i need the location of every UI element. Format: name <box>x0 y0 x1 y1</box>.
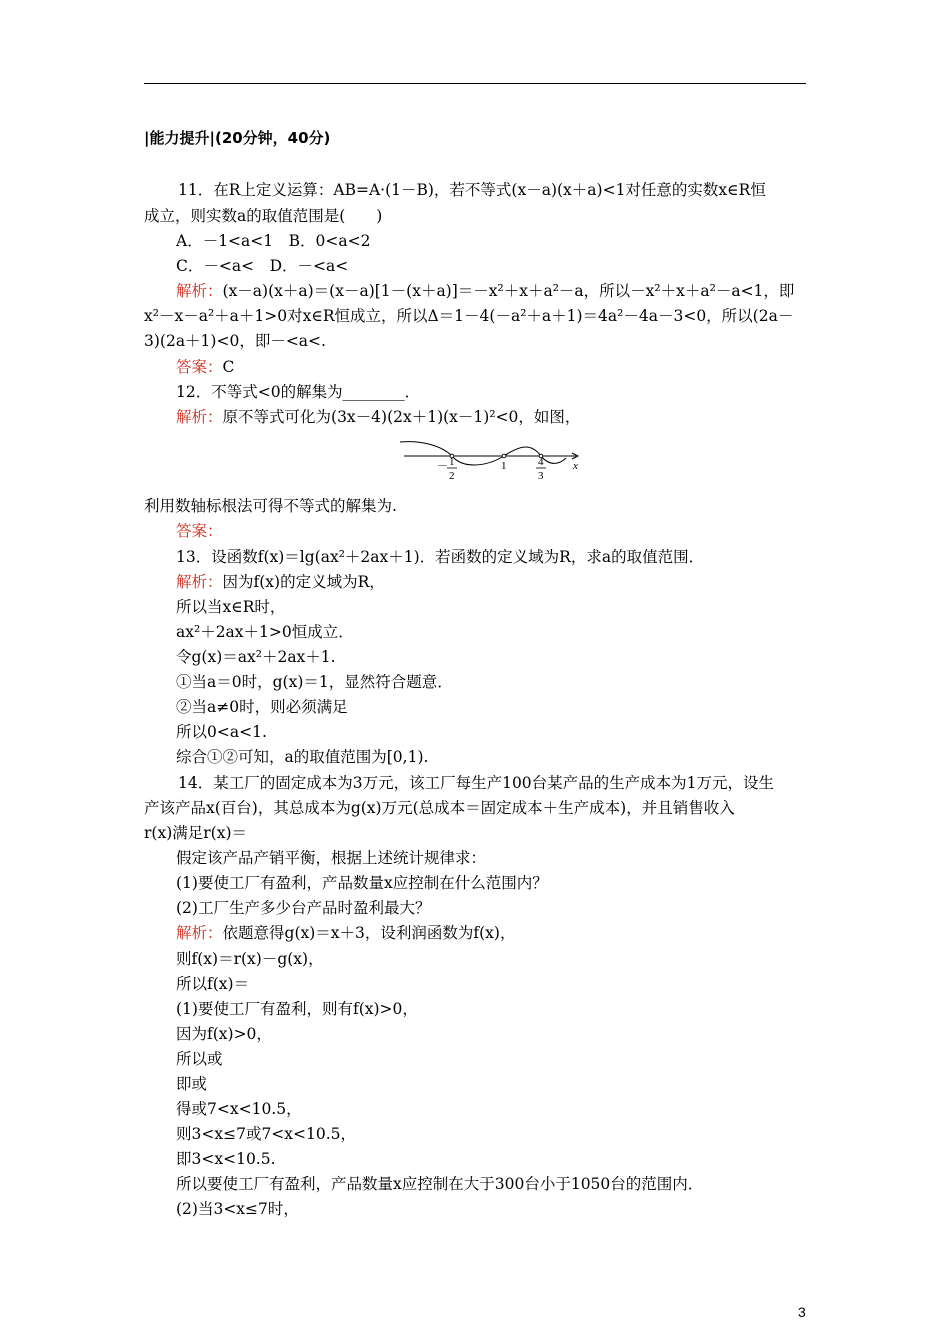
q14-analysis-line6: 所以或 <box>176 1050 223 1068</box>
q11-stem-line2: 成立，则实数a的取值范围是( ) <box>144 207 383 225</box>
q14-analysis-line8: 得或7<x<10.5， <box>176 1100 302 1118</box>
analysis-label: 解析： <box>176 924 223 942</box>
root-right-denominator: 3 <box>538 470 544 482</box>
q14-analysis-line2: 则f(x)＝r(x)－g(x)， <box>176 950 324 968</box>
q12-analysis-text1: 原不等式可化为(3x－4)(2x＋1)(x－1)²<0，如图， <box>222 408 581 426</box>
analysis-label: 解析： <box>176 573 223 591</box>
root-left-denominator: 2 <box>449 470 455 482</box>
answer-label: 答案： <box>176 522 223 540</box>
q13-analysis-line1 <box>176 572 385 592</box>
root-left-sign: － <box>437 460 448 472</box>
root-mid-label: 1 <box>501 460 507 472</box>
section-header: |能力提升|(20分钟，40分) <box>144 129 331 147</box>
root-marker-mid <box>502 454 506 458</box>
q14-stem-line1: 14．某工厂的固定成本为3万元，该工厂每生产100台某产品的生产成本为1万元，设生 <box>178 774 775 792</box>
q13-analysis-line5: ①当a＝0时，g(x)＝1，显然符合题意． <box>176 673 453 691</box>
q14-analysis-line10: 即3<x<10.5. <box>176 1150 276 1168</box>
q12-conclusion: 利用数轴标根法可得不等式的解集为. <box>144 497 397 515</box>
q14-analysis-line1 <box>176 923 515 943</box>
q14-analysis-line5: 因为f(x)>0， <box>176 1025 272 1043</box>
q14-analysis-line3: 所以f(x)＝ <box>176 975 250 993</box>
page-number: 3 <box>798 1304 806 1320</box>
q14-stem-line2: 产该产品x(百台)，其总成本为g(x)万元(总成本＝固定成本＋生产成本)，并且销售收入 <box>144 799 735 817</box>
analysis-label: 解析： <box>176 282 223 300</box>
q13-analysis-line2: 所以当x∈R时， <box>176 598 286 616</box>
q11-options-ab: A．－1<a<1 B．0<a<2 <box>176 232 371 250</box>
q12-stem: 12．不等式<0的解集为________． <box>176 383 421 401</box>
q14-sub1: (1)要使工厂有盈利，产品数量x应控制在什么范围内？ <box>176 874 548 892</box>
q14-analysis-line12: (2)当3<x≤7时， <box>176 1200 299 1218</box>
q11-answer-line <box>176 357 234 377</box>
q13-analysis-text1: 因为f(x)的定义域为R， <box>222 573 385 591</box>
header-rule <box>144 83 806 84</box>
q13-analysis-line3: ax²＋2ax＋1>0恒成立． <box>176 623 354 641</box>
q11-analysis-line1 <box>176 281 794 301</box>
q12-answer-line <box>176 521 223 541</box>
answer-label: 答案： <box>176 358 223 376</box>
q11-options-cd: C．－<a< D．－<a< <box>176 257 349 275</box>
q13-analysis-line8: 综合①②可知，a的取值范围为[0,1). <box>176 748 429 766</box>
q14-analysis-text1: 依题意得g(x)＝x＋3，设利润函数为f(x)， <box>222 924 516 942</box>
root-right-numerator: 4 <box>538 456 544 468</box>
q11-analysis-text1: (x－a)(x＋a)＝(x－a)[1－(x＋a)]＝－x²＋x＋a²－a，所以－x²＋x＋a²－a<1，即 <box>222 282 795 300</box>
analysis-label: 解析： <box>176 408 223 426</box>
q14-analysis-line4: (1)要使工厂有盈利，则有f(x)>0， <box>176 1000 418 1018</box>
q11-stem-line1: 11．在R上定义运算：AB=A·(1－B)，若不等式(x－a)(x＋a)<1对任意的实数x∈R恒 <box>178 181 766 199</box>
q13-analysis-line4: 令g(x)＝ax²＋2ax＋1. <box>176 648 336 666</box>
axis-variable-label: x <box>573 460 578 472</box>
q14-sub2: (2)工厂生产多少台产品时盈利最大？ <box>176 899 431 917</box>
q13-stem: 13．设函数f(x)＝lg(ax²＋2ax＋1)．若函数的定义域为R，求a的取值范围． <box>176 548 705 566</box>
number-line-svg <box>404 434 588 484</box>
q14-analysis-line7: 即或 <box>176 1075 208 1093</box>
q13-analysis-line7: 所以0<a<1. <box>176 723 267 741</box>
q14-stem-line4: 假定该产品产销平衡，根据上述统计规律求： <box>176 849 487 867</box>
number-line-figure <box>404 434 588 484</box>
q14-analysis-line11: 所以要使工厂有盈利，产品数量x应控制在大于300台小于1050台的范围内． <box>176 1175 704 1193</box>
q11-analysis-line2: x²－x－a²＋a＋1>0对x∈R恒成立，所以Δ＝1－4(－a²＋a＋1)＝4a²－4a－3<0，所以(2a－ <box>144 307 794 325</box>
q14-stem-line3: r(x)满足r(x)＝ <box>144 824 247 842</box>
root-left-numerator: 1 <box>449 456 455 468</box>
q14-analysis-line9: 则3<x≤7或7<x<10.5， <box>176 1125 357 1143</box>
q11-analysis-line3: 3)(2a＋1)<0，即－<a<. <box>144 332 326 350</box>
q12-analysis-line1 <box>176 407 580 427</box>
q13-analysis-line6: ②当a≠0时，则必须满足 <box>176 698 348 716</box>
q11-answer: C <box>222 358 235 376</box>
